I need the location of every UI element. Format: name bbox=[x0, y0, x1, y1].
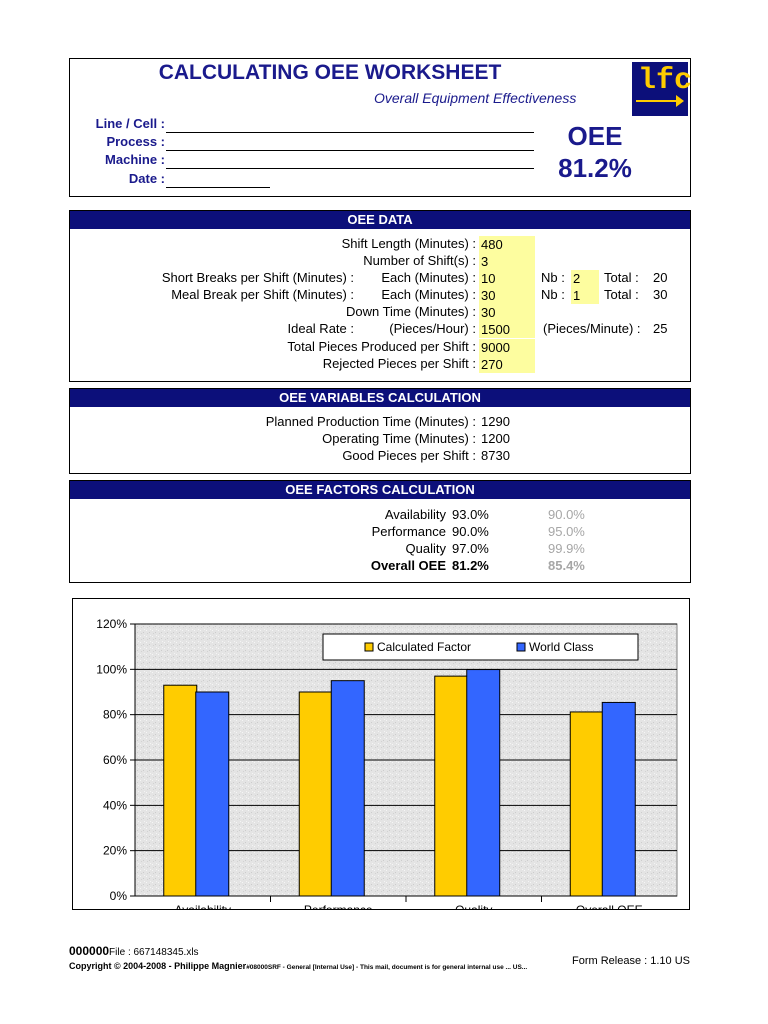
bar-world-class bbox=[467, 670, 500, 896]
oee-factors-panel bbox=[69, 480, 691, 583]
oee-factors-heading: OEE FACTORS CALCULATION bbox=[70, 481, 690, 499]
legend-swatch bbox=[517, 643, 525, 651]
ideal-rate-min-value: 25 bbox=[653, 321, 668, 336]
down-time-value[interactable]: 30 bbox=[479, 304, 535, 321]
meal-nb-label: Nb : bbox=[541, 287, 565, 302]
process-label: Process : bbox=[106, 134, 165, 149]
short-breaks-label: Short Breaks per Shift (Minutes) : bbox=[161, 270, 354, 285]
x-tick-label: Performance bbox=[303, 903, 373, 917]
ideal-rate-unit: (Pieces/Hour) : bbox=[389, 321, 476, 336]
meal-nb-value[interactable]: 1 bbox=[571, 287, 599, 304]
y-tick-label: 80% bbox=[102, 707, 127, 722]
legend-swatch bbox=[365, 643, 373, 651]
planned-time-label: Planned Production Time (Minutes) : bbox=[265, 414, 476, 429]
footer-file: File : 667148345.xls bbox=[109, 947, 199, 958]
date-field[interactable] bbox=[166, 187, 270, 188]
factor-label-availability: Availability bbox=[384, 507, 446, 522]
bar-calculated bbox=[299, 692, 332, 896]
rejected-label: Rejected Pieces per Shift : bbox=[322, 356, 476, 371]
logo-text: lfc bbox=[638, 64, 693, 98]
bar-world-class bbox=[196, 692, 229, 896]
meal-total-value: 30 bbox=[653, 287, 668, 302]
num-shifts-label: Number of Shift(s) : bbox=[363, 253, 476, 268]
oee-label: OEE bbox=[567, 121, 623, 151]
planned-time-value: 1290 bbox=[481, 414, 510, 429]
good-pieces-label: Good Pieces per Shift : bbox=[342, 448, 476, 463]
logo bbox=[632, 62, 693, 116]
meal-total-label: Total : bbox=[604, 287, 639, 302]
oee-bar-chart bbox=[73, 599, 689, 917]
shift-length-label: Shift Length (Minutes) : bbox=[341, 236, 476, 251]
footer-release: Form Release : 1.10 US bbox=[572, 955, 690, 967]
bar-calculated bbox=[570, 712, 603, 896]
bar-calculated bbox=[164, 685, 197, 896]
bar-world-class bbox=[331, 681, 364, 896]
footer-code: 000000 bbox=[69, 944, 110, 958]
factor-value-quality: 97.0% bbox=[452, 541, 489, 556]
date-label: Date : bbox=[128, 171, 165, 186]
page-title: CALCULATING OEE WORKSHEET bbox=[158, 61, 502, 84]
total-pieces-value[interactable]: 9000 bbox=[479, 339, 535, 356]
ideal-rate-value[interactable]: 1500 bbox=[479, 321, 535, 338]
operating-time-value: 1200 bbox=[481, 431, 510, 446]
ideal-rate-min-label: (Pieces/Minute) : bbox=[543, 321, 641, 336]
arrowhead-icon bbox=[676, 95, 684, 107]
footer-classification: #08000SRF - General [Internal Use] - This mail, document is for general internal use ... US... bbox=[246, 964, 528, 971]
legend-label: World Class bbox=[529, 640, 594, 654]
footer-copyright: Copyright © 2004-2008 - Philippe Magnier bbox=[69, 961, 247, 971]
factor-value-performance: 90.0% bbox=[452, 524, 489, 539]
short-total-value: 20 bbox=[653, 270, 668, 285]
oee-value: 81.2% bbox=[558, 153, 632, 183]
oee-data-heading: OEE DATA bbox=[70, 211, 690, 229]
factor-label-performance: Performance bbox=[371, 524, 446, 539]
y-tick-label: 0% bbox=[109, 889, 127, 903]
line-cell-label: Line / Cell : bbox=[95, 116, 165, 131]
page-subtitle: Overall Equipment Effectiveness bbox=[374, 90, 577, 106]
world-class-availability: 90.0% bbox=[548, 507, 585, 522]
x-tick-label: Quality bbox=[455, 903, 493, 917]
machine-label: Machine : bbox=[105, 152, 165, 167]
factor-label-overall: Overall OEE bbox=[370, 558, 446, 573]
y-tick-label: 120% bbox=[96, 617, 127, 631]
header-panel bbox=[69, 58, 691, 197]
process-field[interactable] bbox=[166, 150, 534, 151]
world-class-quality: 99.9% bbox=[548, 541, 585, 556]
y-tick-label: 60% bbox=[102, 753, 127, 767]
shift-length-value[interactable]: 480 bbox=[479, 236, 535, 253]
y-tick-label: 100% bbox=[96, 662, 127, 677]
meal-each-value[interactable]: 30 bbox=[479, 287, 535, 304]
down-time-label: Down Time (Minutes) : bbox=[345, 304, 476, 319]
short-each-value[interactable]: 10 bbox=[479, 270, 535, 287]
oee-variables-panel bbox=[69, 388, 691, 474]
legend-label: Calculated Factor bbox=[377, 640, 472, 654]
world-class-performance: 95.0% bbox=[548, 524, 585, 539]
short-nb-label: Nb : bbox=[541, 270, 565, 285]
bar-calculated bbox=[435, 676, 468, 896]
oee-variables-heading: OEE VARIABLES CALCULATION bbox=[70, 389, 690, 407]
factor-value-availability: 93.0% bbox=[452, 507, 489, 522]
x-tick-label: Availability bbox=[174, 903, 231, 917]
operating-time-label: Operating Time (Minutes) : bbox=[322, 431, 476, 446]
short-nb-value[interactable]: 2 bbox=[571, 270, 599, 287]
num-shifts-value[interactable]: 3 bbox=[479, 253, 535, 270]
short-each-label: Each (Minutes) : bbox=[381, 270, 476, 285]
meal-break-label: Meal Break per Shift (Minutes) : bbox=[171, 287, 354, 302]
good-pieces-value: 8730 bbox=[481, 448, 510, 463]
world-class-overall: 85.4% bbox=[548, 558, 585, 573]
meal-each-label: Each (Minutes) : bbox=[381, 287, 476, 302]
x-tick-label: Overall OEE bbox=[575, 903, 643, 917]
short-total-label: Total : bbox=[604, 270, 639, 285]
factor-value-overall: 81.2% bbox=[452, 558, 489, 573]
y-tick-label: 20% bbox=[102, 843, 127, 858]
rejected-value[interactable]: 270 bbox=[479, 356, 535, 373]
chart-panel bbox=[72, 598, 690, 917]
machine-field[interactable] bbox=[166, 168, 534, 169]
factor-label-quality: Quality bbox=[405, 541, 446, 556]
footer-copyright-line bbox=[69, 956, 527, 974]
ideal-rate-label: Ideal Rate : bbox=[287, 321, 354, 336]
y-tick-label: 40% bbox=[102, 798, 127, 813]
line-cell-field[interactable] bbox=[166, 132, 534, 133]
total-pieces-label: Total Pieces Produced per Shift : bbox=[287, 339, 476, 354]
oee-data-panel bbox=[69, 210, 691, 382]
bar-world-class bbox=[602, 702, 635, 896]
